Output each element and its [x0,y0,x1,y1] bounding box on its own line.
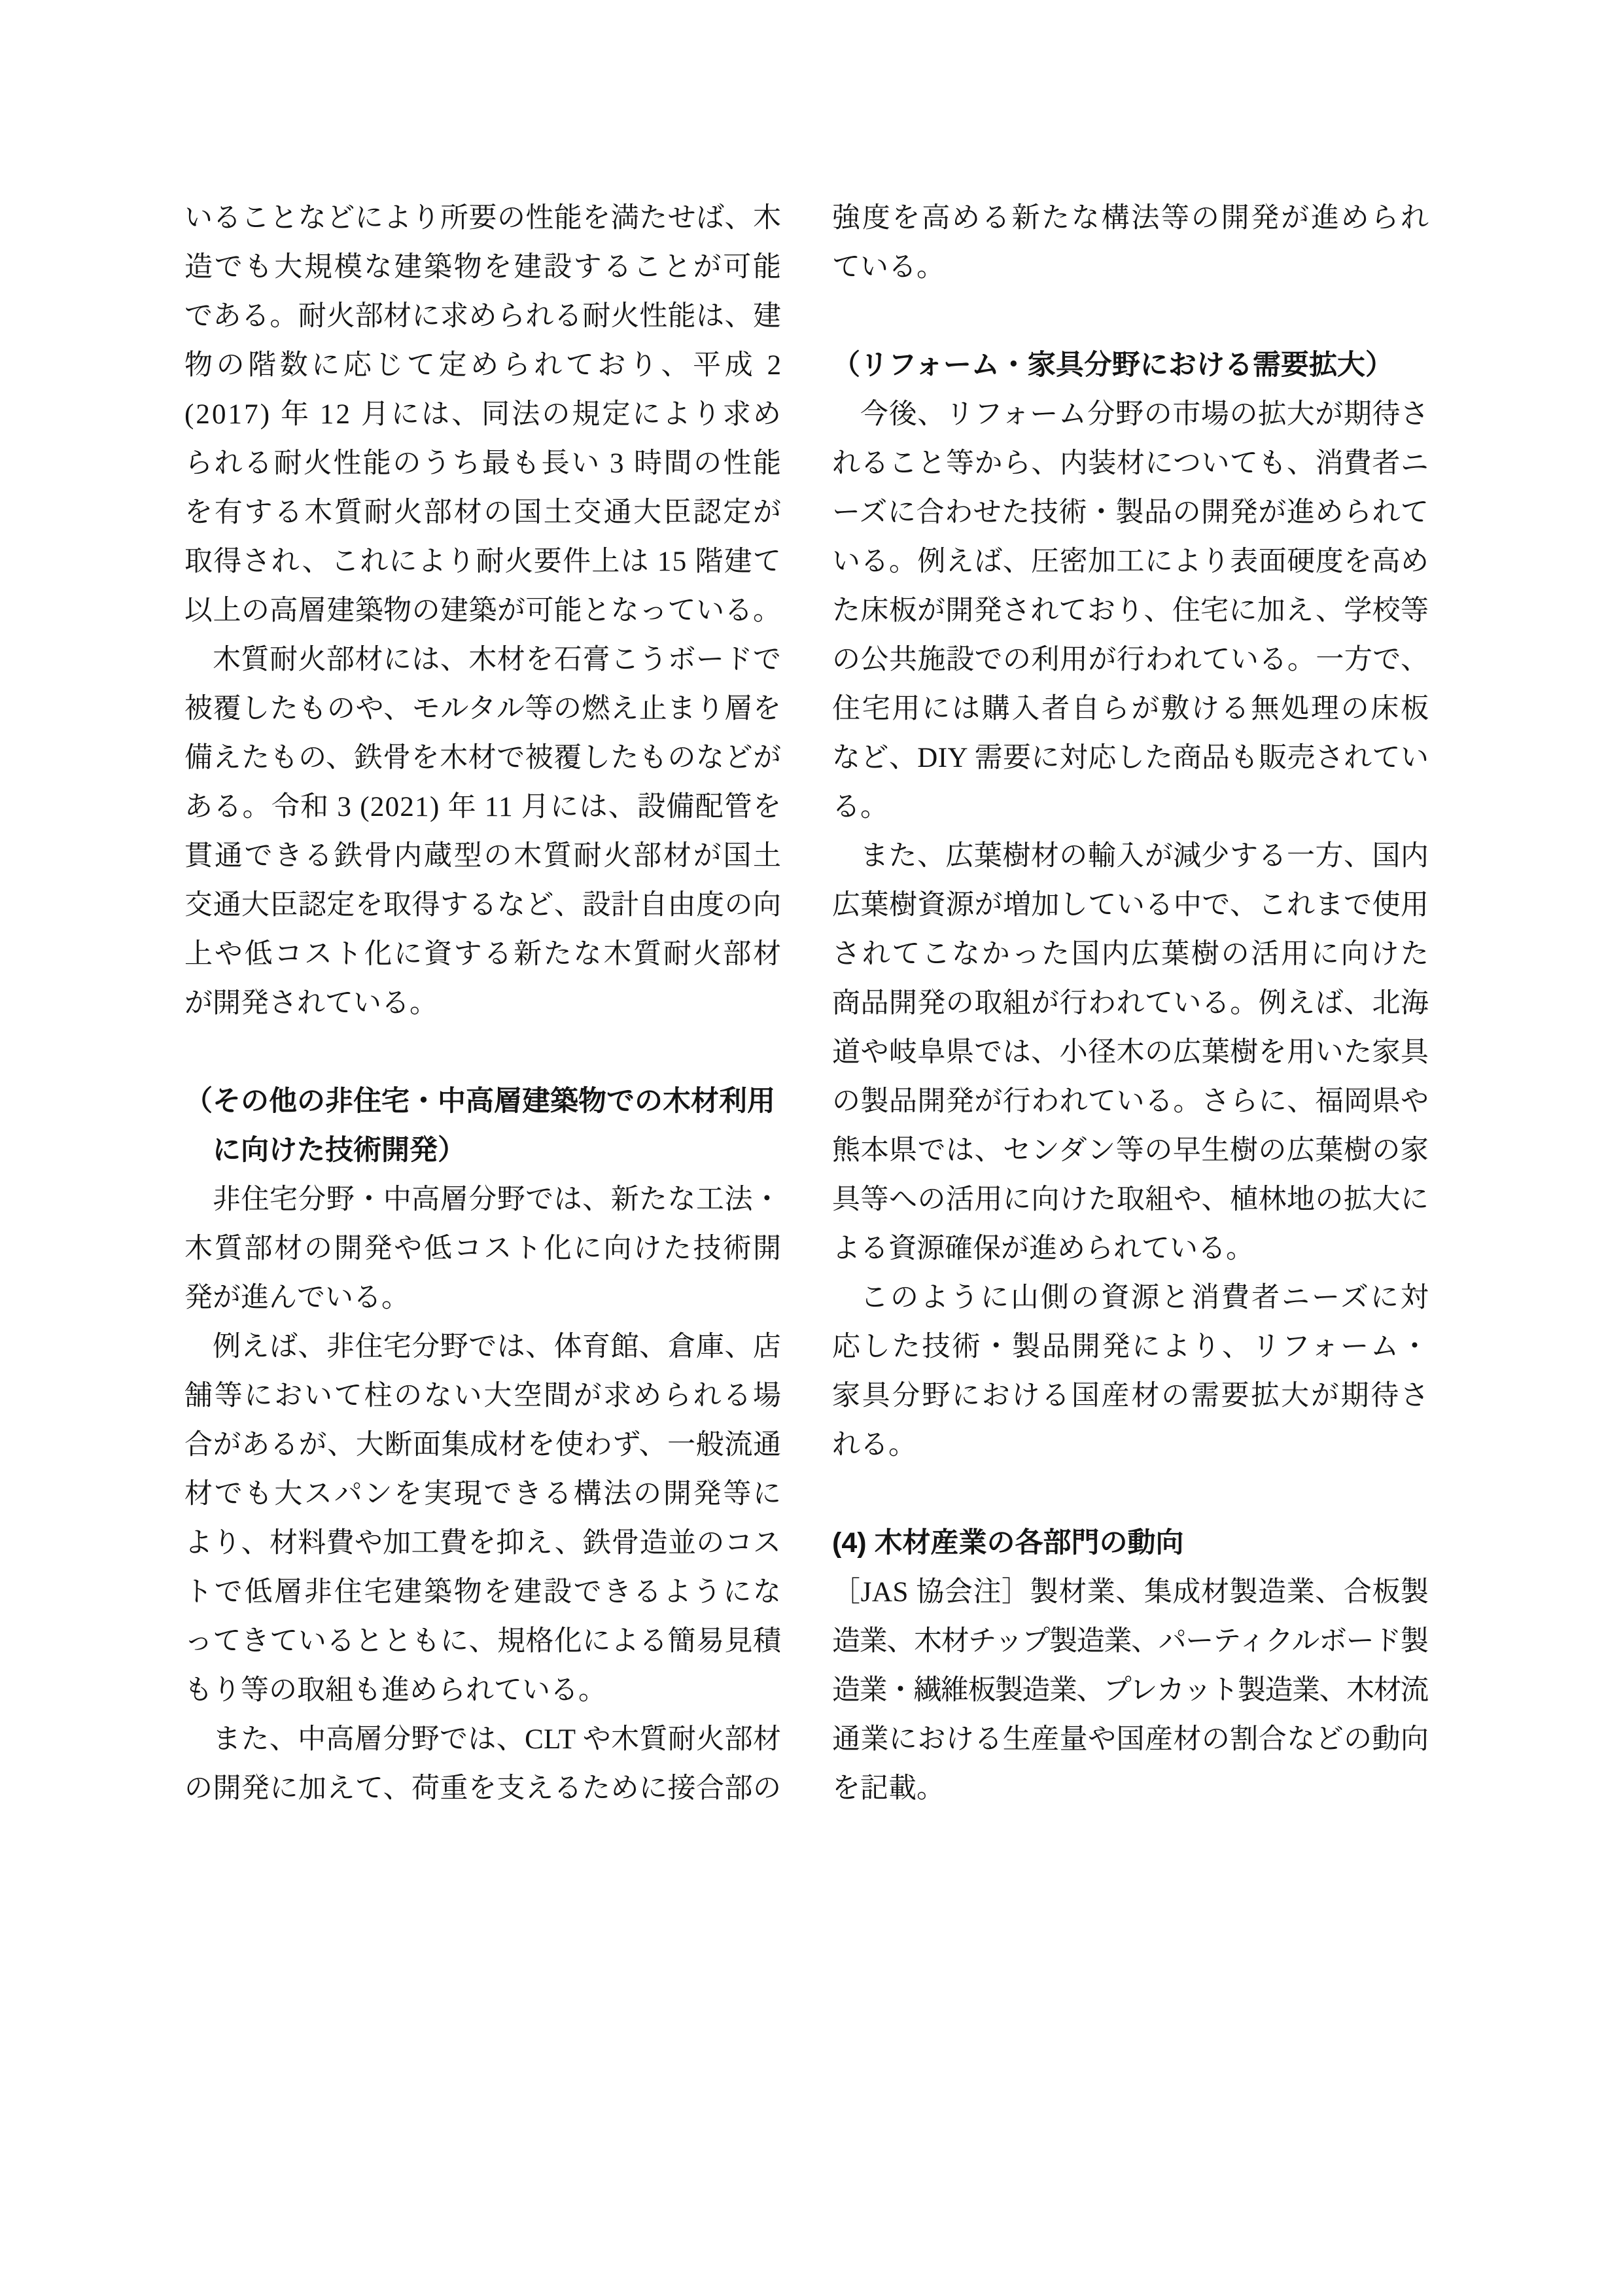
text-line [832,586,1429,635]
line-text: 今後、リフォーム分野の市場の拡大が期待さ [860,399,1429,430]
line-text: 造でも大規模な建築物を建設することが可能 [184,252,783,283]
text-line [184,194,781,243]
text-line [832,684,1429,733]
line-text: 熊本県では、センダン等の早生樹の広葉樹の家 [832,1135,1429,1166]
line-text: が開発されている。 [184,988,438,1019]
text-line [832,1175,1429,1224]
text-line [832,1273,1429,1322]
line-text: (4) 木材産業の各部門の動向 [832,1527,1184,1559]
line-text: 交通大臣認定を取得するなど、設計自由度の向 [184,890,782,921]
text-line [832,930,1429,979]
blank-line [184,1028,781,1077]
line-text: の開発に加えて、荷重を支えるために接合部の [184,1773,782,1804]
line-text: 以上の高層建築物の建築が可能となっている。 [184,595,782,626]
text-line [832,1715,1429,1764]
text-line [184,635,781,684]
text-line [832,1322,1429,1371]
line-text: ーズに合わせた技術・製品の開発が進められて [832,497,1429,528]
text-line [832,390,1429,439]
line-text: に向けた技術開発） [213,1135,466,1166]
line-text: など、DIY 需要に対応した商品も販売されてい [832,743,1429,773]
text-line [832,243,1429,292]
text-line [184,1175,781,1224]
line-text: ［JAS 協会注］製材業、集成材製造業、合板製 [832,1577,1429,1608]
section-heading [832,1519,1429,1568]
line-text: 非住宅分野・中高層分野では、新たな工法・ [213,1184,782,1215]
text-line [832,1371,1429,1421]
line-text: また、広葉樹材の輸入が減少する一方、国内 [860,841,1429,872]
line-text: ている。 [832,252,945,283]
line-text: 合があるが、大断面集成材を使わず、一般流通 [184,1430,782,1460]
right-column [832,194,1429,1813]
line-text: 備えたもの、鉄骨を木材で被覆したものなどが [184,743,782,773]
line-text: いることなどにより所要の性能を満たせば、木 [184,203,782,234]
line-text: 道や岐阜県では、小径木の広葉樹を用いた家具 [832,1037,1429,1068]
line-text: 具等への活用に向けた取組や、植林地の拡大に [832,1184,1429,1215]
text-line [184,1568,781,1617]
line-text: 上や低コスト化に資する新たな木質耐火部材 [184,939,783,970]
line-text: いる。例えば、圧密加工により表面硬度を高め [832,546,1429,577]
blank-line [832,1470,1429,1519]
text-line [184,1322,781,1371]
line-text: 被覆したものや、モルタル等の燃え止まり層を [184,694,782,724]
section-heading [832,341,1429,390]
text-line [184,292,781,341]
line-text: 例えば、非住宅分野では、体育館、倉庫、店 [213,1332,782,1362]
line-text: 取得され、これにより耐火要件上は 15 階建て [184,546,782,577]
text-line [184,1371,781,1421]
text-line [832,1421,1429,1470]
text-line [184,1666,781,1715]
line-text: よる資源確保が進められている。 [832,1233,1254,1264]
line-text: 木質部材の開発や低コスト化に向けた技術開 [184,1233,783,1264]
text-line [184,930,781,979]
line-text: （その他の非住宅・中高層建築物での木材利用 [184,1086,775,1117]
text-line [832,1666,1429,1715]
text-line [184,881,781,930]
line-text: 物の階数に応じて定められており、平成 2 [184,350,785,381]
line-text: の公共施設での利用が行われている。一方で、 [832,645,1429,675]
line-text: である。耐火部材に求められる耐火性能は、建 [184,301,782,332]
line-text: 商品開発の取組が行われている。例えば、北海 [832,988,1429,1019]
line-text: もり等の取組も進められている。 [184,1675,606,1706]
line-text: 強度を高める新たな構法等の開発が進められ [832,203,1431,234]
text-line [832,439,1429,488]
line-text: 造業・繊維板製造業、プレカット製造業、木材流 [832,1675,1428,1706]
text-line [832,1077,1429,1126]
line-text: る。 [832,792,888,822]
text-line [832,488,1429,537]
line-text: 貫通できる鉄骨内蔵型の木質耐火部材が国土 [184,841,783,872]
text-line [184,1421,781,1470]
line-text: 住宅用には購入者自らが敷ける無処理の床板 [832,694,1431,724]
text-line [184,439,781,488]
text-line [832,1617,1429,1666]
blank-line [832,292,1429,341]
text-line [184,1470,781,1519]
text-line [184,733,781,783]
text-line [184,1224,781,1273]
text-line [832,783,1429,832]
text-line [184,1715,781,1764]
left-column [184,194,785,1813]
text-line [832,979,1429,1028]
text-line [184,783,781,832]
text-line [184,1273,781,1322]
text-line [184,684,781,733]
line-text: このように山側の資源と消費者ニーズに対 [860,1282,1431,1313]
line-text: ある。令和 3 (2021) 年 11 月には、設備配管を [184,792,782,822]
section-heading [184,1126,781,1175]
text-line [832,635,1429,684]
text-line [184,243,781,292]
text-line [184,1519,781,1568]
line-text: 通業における生産量や国産材の割合などの動向 [832,1724,1429,1755]
text-line [832,1764,1429,1813]
text-line [184,488,781,537]
text-line [184,341,785,390]
line-text: 発が進んでいる。 [184,1282,410,1313]
text-line [184,1764,781,1813]
text-line [832,1028,1429,1077]
text-line [184,586,781,635]
line-text: ってきているとともに、規格化による簡易見積 [184,1626,782,1657]
text-line [184,1617,781,1666]
line-text: の製品開発が行われている。さらに、福岡県や [832,1086,1429,1117]
text-line [832,881,1429,930]
line-text: （リフォーム・家具分野における需要拡大） [832,349,1393,381]
line-text: た床板が開発されており、住宅に加え、学校等 [832,595,1429,626]
text-line [832,194,1429,243]
line-text: 造業、木材チップ製造業、パーティクルボード製 [832,1626,1428,1657]
text-line [832,1126,1429,1175]
line-text: を記載。 [832,1773,945,1804]
line-text: れること等から、内装材についても、消費者ニ [832,448,1429,479]
text-line [832,537,1429,586]
line-text: れる。 [832,1430,916,1460]
line-text: られる耐火性能のうち最も長い 3 時間の性能 [184,448,783,479]
text-line [184,390,781,439]
text-line [184,979,781,1028]
line-text: 舗等において柱のない大空間が求められる場 [184,1381,783,1411]
section-heading [184,1077,781,1126]
line-text: 材でも大スパンを実現できる構法の開発等に [184,1479,783,1510]
text-line [184,832,781,881]
line-text: 木質耐火部材には、木材を石膏こうボードで [213,645,782,675]
line-text: 応した技術・製品開発により、リフォーム・ [832,1332,1431,1362]
line-text: 広葉樹資源が増加している中で、これまで使用 [832,890,1429,921]
text-line [184,537,781,586]
line-text: また、中高層分野では、CLT や木質耐火部材 [213,1724,782,1755]
line-text: を有する木質耐火部材の国土交通大臣認定が [184,497,783,528]
text-line [832,832,1429,881]
line-text: トで低層非住宅建築物を建設できるようにな [184,1577,783,1608]
line-text: (2017) 年 12 月には、同法の規定により求め [184,399,783,430]
text-line [832,1224,1429,1273]
line-text: より、材料費や加工費を抑え、鉄骨造並のコス [184,1528,782,1559]
text-line [832,1568,1429,1617]
line-text: されてこなかった国内広葉樹の活用に向けた [832,939,1431,970]
line-text: 家具分野における国産材の需要拡大が期待さ [832,1381,1431,1411]
text-line [832,733,1429,783]
